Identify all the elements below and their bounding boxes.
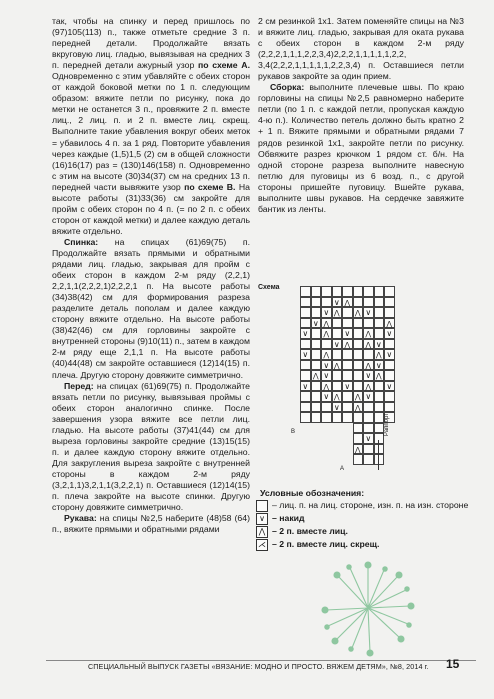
chart-cell	[384, 370, 395, 381]
scheme-title: Схема	[258, 284, 280, 291]
chart-cell	[374, 328, 385, 339]
chart-cell	[321, 286, 332, 297]
chart-cell	[342, 297, 353, 308]
chart-cell	[342, 339, 353, 350]
chart-cell	[311, 297, 322, 308]
chart-cell	[311, 349, 322, 360]
chart-cell	[300, 339, 311, 350]
chart-cell	[353, 454, 364, 465]
legend-item-yo	[256, 513, 472, 525]
rapport-bracket	[378, 440, 379, 470]
chart-cell	[311, 318, 322, 329]
chart-cell	[342, 318, 353, 329]
chart-cell	[321, 391, 332, 402]
scheme-b-ref: по схеме В.	[184, 181, 236, 192]
chart-cell	[342, 402, 353, 413]
chart-cell	[384, 318, 395, 329]
chart-cell	[342, 307, 353, 318]
chart-cell	[353, 360, 364, 371]
assembly-title: Сборка:	[270, 82, 305, 93]
chart-cell	[363, 444, 374, 455]
right-column	[258, 16, 464, 215]
chart-cell	[384, 360, 395, 371]
front-title: Перед:	[64, 380, 94, 391]
chart-cell	[311, 370, 322, 381]
chart-cell	[311, 381, 322, 392]
chart-cell	[374, 360, 385, 371]
front-text: на спицах (61)69(75) п. Продолжайте вязать петли по рисунку, вывязывая проймы с обеих сторон аналогично спинке. После завершения узора вяжите все петли лиц. гладью. На высоте работы (37)41(44) см для выреза горловины закройте средние (13)15(15) п. и далее каждую сторону вяжите отдельно. Для закругления выреза закройте с внутренней стороны в каждом 2-м ряду (3,2,1,1)3,2,1,1(3,2,2,1) п. Оставшиеся (12)14(15) п. плеча закройте на высоте спинки. Другую сторону довяжите симметрично.	[52, 380, 250, 513]
chart-cell	[374, 391, 385, 402]
chart-cell	[353, 318, 364, 329]
dandelion-decoration	[318, 558, 418, 658]
intro-text-2: Одновременно с этим убавляйте с обеих сторон от каждой боковой метки по 1 п. следующим образом: вяжите петли по рисунку, пока до метки не останется 3 п., провяжите 2 п. вместе лиц., 2 лиц. п. и 2 п. вместе лиц. скрещ. Выполните такие убавления вокруг обеих меток = убавилось 4 п. за 1 ряд. Повторите убавления через каждые (1,5)1,5 (2) см в общей сложности (16)16(17) раз = (130)146(158) п. Одновременно с этим на высоте (30)34(37) см на средних 13 п. передней части вывяжите узор	[52, 71, 250, 192]
chart-cell	[363, 339, 374, 350]
chart-cell	[374, 370, 385, 381]
page-number: 15	[446, 657, 460, 671]
chart-cell	[353, 370, 364, 381]
chart-cell	[342, 286, 353, 297]
chart-cell	[374, 412, 385, 423]
chart-cell	[311, 360, 322, 371]
chart-cell	[311, 391, 322, 402]
chart-cell	[374, 402, 385, 413]
chart-cell	[332, 412, 343, 423]
chart-cell	[332, 381, 343, 392]
chart-cell	[374, 318, 385, 329]
chart-cell	[363, 370, 374, 381]
chart-cell	[374, 297, 385, 308]
rapport-label: Раппорт	[384, 413, 390, 436]
front-paragraph	[52, 381, 250, 514]
chart-cell	[300, 297, 311, 308]
chart-cell	[363, 307, 374, 318]
chart-cell	[332, 297, 343, 308]
legend-item-k2tog	[256, 526, 472, 538]
sleeve-text: на спицы №2,5 наберите (48)58 (64) п., вяжите прямыми и обратными рядами	[52, 513, 250, 535]
chart-cell	[384, 307, 395, 318]
chart-cell	[321, 360, 332, 371]
chart-cell	[353, 412, 364, 423]
chart-cell	[321, 318, 332, 329]
chart-cell	[332, 391, 343, 402]
chart-cell	[321, 381, 332, 392]
chart-cell	[311, 286, 322, 297]
legend-text-knit: – лиц. п. на лиц. стороне, изн. п. на изн. стороне	[272, 500, 469, 510]
chart-cell	[353, 339, 364, 350]
chart-cell	[353, 423, 364, 434]
chart-cell	[363, 328, 374, 339]
chart-cell	[363, 286, 374, 297]
chart-cell	[363, 349, 374, 360]
intro-paragraph	[52, 16, 250, 237]
chart-cell	[384, 297, 395, 308]
legend-item-knit	[256, 500, 472, 512]
chart-cell	[300, 328, 311, 339]
scheme-a-ref: по схеме А.	[198, 60, 250, 71]
chart-cell	[363, 454, 374, 465]
chart-cell	[332, 318, 343, 329]
chart-cell	[374, 286, 385, 297]
legend	[256, 488, 472, 551]
chart-cell	[353, 381, 364, 392]
chart-cell	[332, 402, 343, 413]
chart-cell	[374, 444, 385, 455]
chart-cell	[321, 349, 332, 360]
chart-cell	[363, 381, 374, 392]
k2tog-icon: ⋀	[256, 526, 268, 538]
chart-cell	[353, 444, 364, 455]
chart-cell	[300, 402, 311, 413]
chart-cell	[363, 391, 374, 402]
chart-cell	[374, 349, 385, 360]
chart-cell	[374, 454, 385, 465]
chart-cell	[342, 391, 353, 402]
footer-text: СПЕЦИАЛЬНЫЙ ВЫПУСК ГАЗЕТЫ «ВЯЗАНИЕ: МОДНО И ПРОСТО. ВЯЖЕМ ДЕТЯМ», №8, 2014 г.	[88, 662, 429, 671]
chart-cell	[342, 328, 353, 339]
chart-cell	[384, 339, 395, 350]
back-title: Спинка:	[64, 236, 99, 247]
chart-cell	[311, 339, 322, 350]
chart-cell	[363, 402, 374, 413]
chart-cell	[311, 412, 322, 423]
chart-cell	[353, 286, 364, 297]
chart-cell	[353, 402, 364, 413]
chart-cell	[384, 286, 395, 297]
left-column	[52, 16, 250, 535]
chart-cell	[363, 423, 374, 434]
chart-cell	[300, 286, 311, 297]
intro-text-1: так, чтобы на спинку и перед пришлось по (97)105(113) п., также отметьте средние 3 п. передней детали. Продолжайте вязать вкруговую лиц. гладью, вывязывая на средних 3 п. передней детали ажурный узор	[52, 16, 250, 71]
chart-cell	[321, 370, 332, 381]
chart-cell	[353, 433, 364, 444]
chart-cell	[342, 381, 353, 392]
legend-title: Условные обозначения:	[260, 488, 365, 498]
chart-cell	[321, 307, 332, 318]
chart-cell	[374, 339, 385, 350]
assembly-text: выполните плечевые швы. По краю горловины на спицы №2,5 равномерно наберите петли (по 1 п. с каждой петли, пропуская каждую 4-ю п.). Количество петель должно быть кратно 2 + 1 п. Вяжите прямыми и обратными рядами 7 рядов резинкой 1х1, закройте петли по рисунку. Обвяжите разрез крючком 1 рядом ст. б/н. На одной стороне разреза выполните навесную петлю для пуговицы из 6 возд. п., с другой стороны пришейте пуговицу. Вшейте рукава, выполните швы рукавов. На сердечке завяжите бантик из ленты.	[258, 82, 464, 214]
chart-cell	[374, 307, 385, 318]
chart-cell	[300, 381, 311, 392]
chart-cell	[353, 328, 364, 339]
chart-cell	[321, 339, 332, 350]
chart-cell	[300, 391, 311, 402]
chart-cell	[311, 328, 322, 339]
k2tog-crossed-icon: ⋌	[258, 540, 266, 549]
chart-cell	[353, 391, 364, 402]
chart-cell	[384, 391, 395, 402]
chart-cell	[353, 307, 364, 318]
chart-cell	[363, 318, 374, 329]
chart-label-a: A	[340, 466, 345, 472]
back-text: на спицах (61)69(75) п. Продолжайте вязать прямыми и обратными рядами лиц. гладью, закрывая для пройм с обеих сторон в каждом 2-м ряду (2,2,1) 2,2,1,1(2,2,2,1)2,2,2,1 п. На высоте работы (34)38(42) см для формирования разреза разделите деталь пополам и далее каждую сторону вяжите отдельно. На высоте работы (38)42(46) см для горловины закройте с внутренней стороны (9)10(11) п., затем в каждом 2-м ряду еще 2,1,1 п. На высоте работы (40)44(48) см закройте оставшиеся (12)14(15) п. плеча. Другую сторону довяжите симметрично.	[52, 236, 250, 380]
chart-cell	[384, 381, 395, 392]
chart-cell	[342, 360, 353, 371]
chart-cell	[363, 433, 374, 444]
chart-cell	[332, 349, 343, 360]
chart-cell	[332, 360, 343, 371]
chart-cell	[342, 349, 353, 360]
empty-square-icon	[256, 500, 268, 512]
chart-cell	[311, 402, 322, 413]
chart-cell	[374, 433, 385, 444]
chart-cell	[363, 412, 374, 423]
chart-cell	[384, 349, 395, 360]
chart-cell	[332, 339, 343, 350]
chart-cell	[363, 360, 374, 371]
chart-cell	[353, 349, 364, 360]
chart-cell	[321, 328, 332, 339]
chart-cell	[332, 328, 343, 339]
chart-cell	[321, 297, 332, 308]
sleeve-paragraph	[52, 513, 250, 535]
chart-cell	[342, 412, 353, 423]
chart-cell	[332, 286, 343, 297]
chart-cell	[321, 412, 332, 423]
intro-text-3: На высоте работы (31)33(36) см закройте для пройм с обеих сторон по 4 п. (= по 2 п. с обеих сторон от каждой метки) и далее каждую деталь вяжите отдельно.	[52, 181, 250, 236]
legend-text-k2tog: – 2 п. вместе лиц.	[272, 526, 348, 536]
chart-cell	[384, 402, 395, 413]
chart-cell	[300, 349, 311, 360]
chart-cell	[342, 370, 353, 381]
chart-cell	[300, 318, 311, 329]
chart-cell	[300, 360, 311, 371]
legend-text-k2tog-crossed: – 2 п. вместе лиц. скрещ.	[272, 539, 380, 549]
legend-text-yo: – накид	[272, 513, 305, 523]
chart-cell	[363, 297, 374, 308]
chart-label-b: B	[291, 429, 296, 435]
legend-item-k2tog-crossed	[256, 539, 472, 551]
chart-cell	[332, 370, 343, 381]
sleeve-title: Рукава:	[64, 513, 97, 524]
chart-cell	[321, 402, 332, 413]
chart-cell	[311, 307, 322, 318]
chart-cell	[384, 328, 395, 339]
back-paragraph	[52, 237, 250, 381]
assembly-paragraph	[258, 82, 464, 215]
chart-cell	[374, 423, 385, 434]
chart-cell	[300, 370, 311, 381]
yarn-over-icon: ∨	[256, 513, 268, 525]
chart-cell	[353, 297, 364, 308]
chart-cell	[300, 412, 311, 423]
chart-cell	[332, 307, 343, 318]
sleeve-continued: 2 см резинкой 1х1. Затем поменяйте спицы на №3 и вяжите лиц. гладью, закрывая для оката рукава с обеих сторон в каждом 2-м ряду (2,2,2,1,1,1,2,2,3,4)2,2,2,1,1,1,1,1,2,2, 3,4(2,2,2,1,1,1,1,1,2,2,3,4) п. Оставшиеся петли рукавов закройте за один прием.	[258, 16, 464, 82]
chart-cell	[374, 381, 385, 392]
chart-cell	[300, 307, 311, 318]
